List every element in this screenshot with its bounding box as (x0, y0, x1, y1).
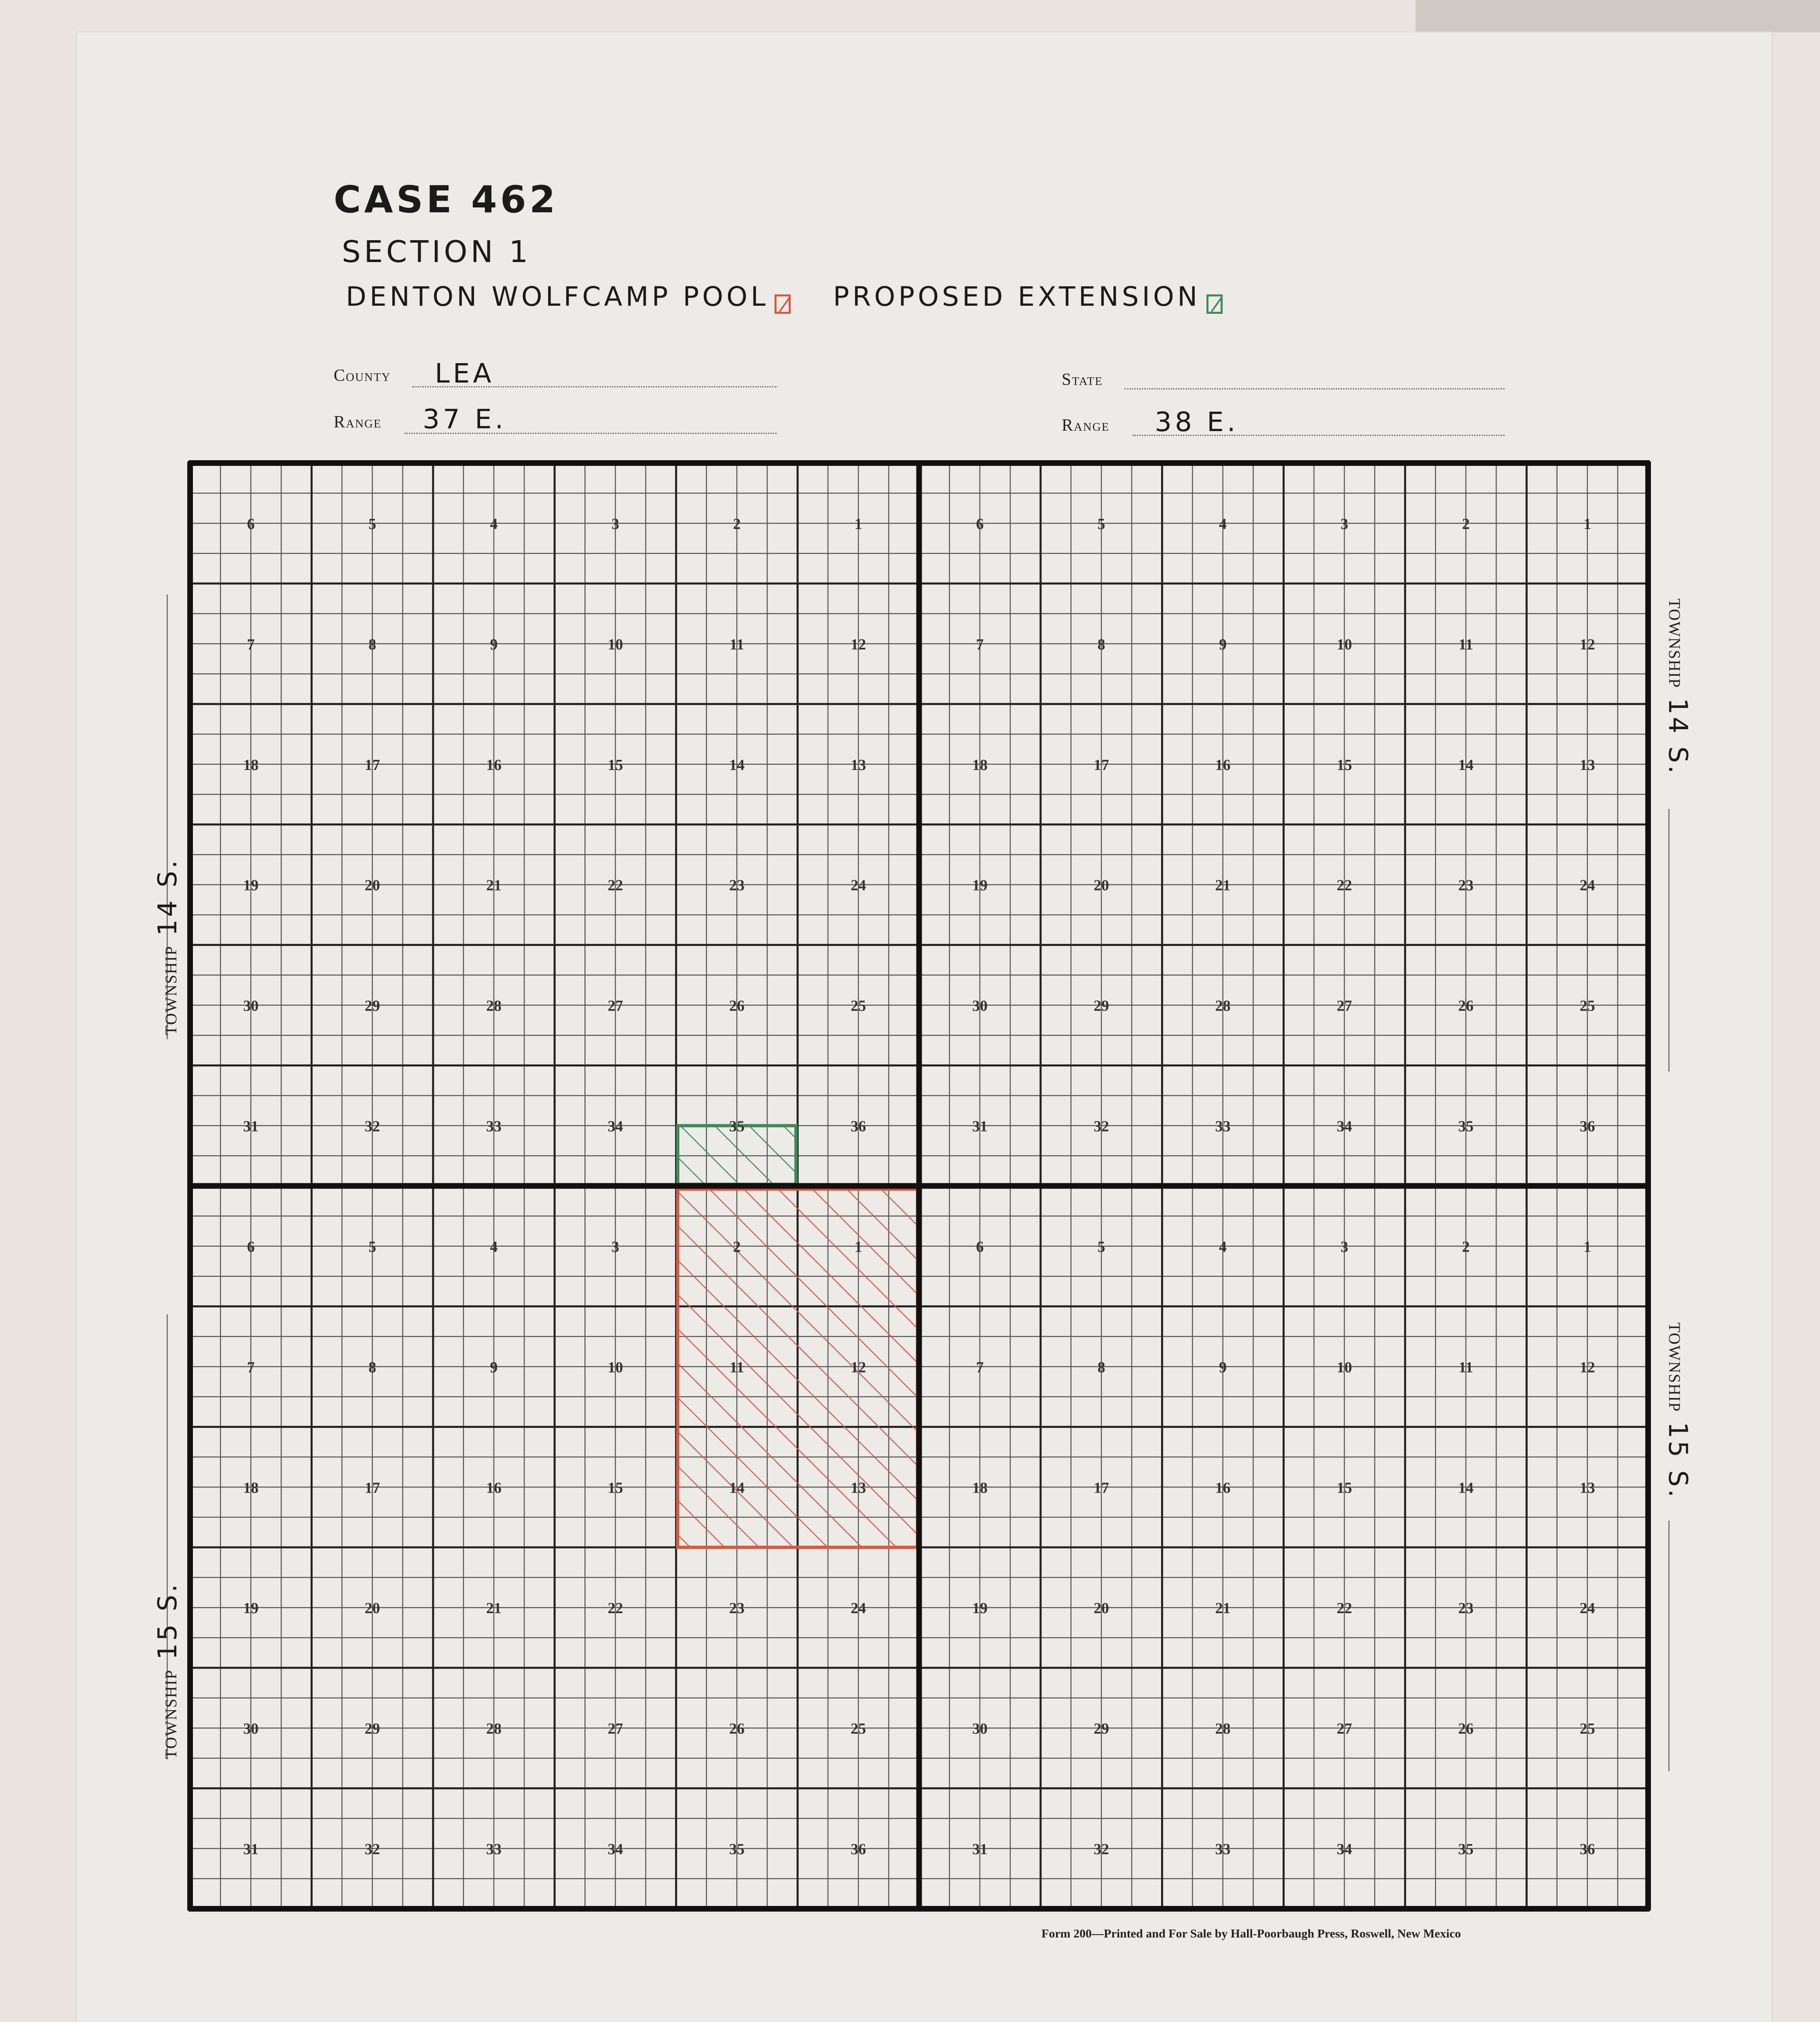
section-number: 27 (607, 997, 623, 1015)
section-number: 32 (1094, 1841, 1109, 1858)
section-number: 8 (1097, 636, 1105, 653)
section-number: 36 (851, 1841, 866, 1858)
section-number: 5 (1097, 1238, 1105, 1256)
township-lower-value: 15 S. (153, 1582, 183, 1660)
section-number: 24 (851, 1600, 866, 1617)
extension-label: PROPOSED EXTENSION (833, 281, 1201, 312)
section-number: 2 (733, 515, 741, 533)
section-number: 31 (972, 1841, 988, 1858)
section-number: 14 (729, 756, 745, 774)
section-number: 27 (1336, 1720, 1352, 1738)
section-number: 23 (1458, 1600, 1474, 1617)
section-number: 12 (1579, 1359, 1595, 1376)
section-number: 3 (611, 515, 619, 533)
section-number: 24 (851, 877, 866, 894)
section-number: 13 (851, 1479, 866, 1497)
section-number: 10 (1336, 636, 1352, 653)
section-number: 4 (490, 515, 498, 533)
section-number: 2 (1462, 515, 1470, 533)
section-number: 13 (1579, 756, 1595, 774)
section-number: 26 (1458, 1720, 1474, 1738)
section-number: 9 (1219, 636, 1227, 653)
section-number: 3 (1340, 1238, 1348, 1256)
section-number: 28 (1215, 1720, 1231, 1738)
section-title: SECTION 1 (342, 235, 531, 269)
section-number: 10 (1336, 1359, 1352, 1376)
section-number: 11 (1458, 1359, 1473, 1376)
section-number: 19 (972, 877, 988, 894)
section-number: 12 (851, 636, 866, 653)
section-number: 29 (364, 1720, 380, 1738)
section-number: 14 (1458, 1479, 1474, 1497)
section-number: 26 (729, 1720, 745, 1738)
section-number: 15 (607, 1479, 623, 1497)
section-number: 29 (1094, 997, 1109, 1015)
section-number: 18 (972, 756, 988, 774)
section-number: 25 (851, 1720, 866, 1738)
section-number: 7 (976, 636, 984, 653)
section-number: 11 (729, 1359, 744, 1376)
section-number: 16 (1215, 1479, 1231, 1497)
section-number: 8 (368, 636, 377, 653)
section-number: 17 (364, 1479, 380, 1497)
section-number: 1 (1583, 1238, 1591, 1256)
section-number: 5 (1097, 515, 1105, 533)
section-number: 25 (851, 997, 866, 1015)
section-number: 35 (1458, 1841, 1474, 1858)
section-number: 35 (729, 1841, 745, 1858)
section-number: 21 (486, 877, 502, 894)
section-number: 31 (243, 1118, 259, 1135)
range-left-label: Range (334, 413, 382, 431)
range-left-value: 37 E. (423, 404, 507, 435)
section-number: 28 (1215, 997, 1231, 1015)
section-number: 11 (729, 636, 744, 653)
pool-label: DENTON WOLFCAMP POOL (346, 281, 769, 312)
section-number: 26 (729, 997, 745, 1015)
section-number: 11 (1458, 636, 1473, 653)
township-label: TOWNSHIP (162, 1669, 180, 1759)
section-number: 7 (247, 1359, 255, 1376)
section-number: 20 (364, 877, 380, 894)
range-right-value: 38 E. (1155, 406, 1239, 438)
section-number: 30 (972, 997, 988, 1015)
section-number: 28 (486, 997, 502, 1015)
section-number: 6 (247, 515, 255, 533)
section-number: 36 (1579, 1841, 1595, 1858)
section-number: 6 (976, 1238, 984, 1256)
section-number: 13 (851, 756, 866, 774)
section-number: 9 (490, 1359, 498, 1376)
township-label: TOWNSHIP (1666, 1322, 1684, 1412)
section-number: 1 (854, 515, 862, 533)
section-number: 36 (1579, 1118, 1595, 1135)
section-number: 22 (607, 1600, 623, 1617)
section-number: 15 (1336, 1479, 1352, 1497)
section-number: 14 (1458, 756, 1474, 774)
section-number: 4 (1219, 515, 1227, 533)
section-number: 9 (1219, 1359, 1227, 1376)
range-right-label: Range (1062, 416, 1110, 435)
section-number: 26 (1458, 997, 1474, 1015)
section-number: 34 (1336, 1118, 1352, 1135)
township-upper-value-right: 14 S. (1663, 698, 1693, 776)
section-number: 30 (243, 997, 259, 1015)
county-label: County (334, 366, 391, 385)
section-number: 19 (972, 1600, 988, 1617)
section-number: 31 (243, 1841, 259, 1858)
section-number: 8 (368, 1359, 377, 1376)
section-number: 15 (607, 756, 623, 774)
section-number: 30 (972, 1720, 988, 1738)
section-number: 3 (611, 1238, 619, 1256)
section-number: 17 (364, 756, 380, 774)
section-number: 34 (607, 1118, 623, 1135)
section-number: 10 (607, 1359, 623, 1376)
section-number: 29 (364, 997, 380, 1015)
section-number: 23 (729, 877, 745, 894)
section-number: 13 (1579, 1479, 1595, 1497)
section-number: 30 (243, 1720, 259, 1738)
township-label: TOWNSHIP (1666, 599, 1684, 688)
section-number: 24 (1579, 1600, 1595, 1617)
section-number: 29 (1094, 1720, 1109, 1738)
section-number: 31 (972, 1118, 988, 1135)
section-number: 4 (1219, 1238, 1227, 1256)
section-number: 18 (243, 756, 259, 774)
section-number: 16 (486, 756, 502, 774)
section-number: 17 (1094, 756, 1109, 774)
state-label: State (1062, 370, 1103, 389)
case-title: CASE 462 (334, 178, 559, 221)
section-number: 20 (364, 1600, 380, 1617)
pool-area (678, 1189, 918, 1548)
form-footer: Form 200—Printed and For Sale by Hall-Poorbaugh Press, Roswell, New Mexico (1041, 1927, 1461, 1940)
section-number: 7 (976, 1359, 984, 1376)
township-upper-value: 14 S. (153, 858, 183, 936)
section-number: 25 (1579, 997, 1595, 1015)
section-number: 16 (1215, 756, 1231, 774)
section-number: 18 (243, 1479, 259, 1497)
section-number: 9 (490, 636, 498, 653)
section-number: 35 (729, 1118, 745, 1135)
section-number: 2 (733, 1238, 741, 1256)
section-number: 5 (368, 515, 377, 533)
section-number: 14 (729, 1479, 745, 1497)
section-number: 22 (1336, 1600, 1352, 1617)
section-number: 32 (1094, 1118, 1109, 1135)
section-number: 20 (1094, 1600, 1109, 1617)
section-number: 21 (1215, 877, 1231, 894)
section-number: 12 (1579, 636, 1595, 653)
section-number: 19 (243, 1600, 259, 1617)
section-number: 17 (1094, 1479, 1109, 1497)
section-number: 6 (976, 515, 984, 533)
section-number: 18 (972, 1479, 988, 1497)
section-number: 1 (1583, 515, 1591, 533)
section-number: 19 (243, 877, 259, 894)
section-number: 15 (1336, 756, 1352, 774)
township-lower-value-right: 15 S. (1663, 1421, 1693, 1500)
section-number: 23 (729, 1600, 745, 1617)
section-number: 16 (486, 1479, 502, 1497)
section-number: 27 (607, 1720, 623, 1738)
section-number: 36 (851, 1118, 866, 1135)
section-number: 3 (1340, 515, 1348, 533)
section-number: 8 (1097, 1359, 1105, 1376)
section-number: 23 (1458, 877, 1474, 894)
section-number: 10 (607, 636, 623, 653)
county-value: LEA (435, 358, 495, 389)
section-number: 32 (364, 1841, 380, 1858)
section-number: 1 (854, 1238, 862, 1256)
section-number: 33 (486, 1118, 502, 1135)
section-number: 12 (851, 1359, 866, 1376)
section-number: 6 (247, 1238, 255, 1256)
section-number: 25 (1579, 1720, 1595, 1738)
section-number: 20 (1094, 877, 1109, 894)
section-number: 21 (486, 1600, 502, 1617)
section-number: 22 (1336, 877, 1352, 894)
section-number: 33 (486, 1841, 502, 1858)
section-number: 34 (607, 1841, 623, 1858)
section-number: 27 (1336, 997, 1352, 1015)
section-number: 21 (1215, 1600, 1231, 1617)
township-label: TOWNSHIP (162, 945, 180, 1035)
section-number: 28 (486, 1720, 502, 1738)
section-number: 22 (607, 877, 623, 894)
section-number: 33 (1215, 1118, 1231, 1135)
section-number: 34 (1336, 1841, 1352, 1858)
section-number: 2 (1462, 1238, 1470, 1256)
section-number: 33 (1215, 1841, 1231, 1858)
section-number: 24 (1579, 877, 1595, 894)
section-number: 35 (1458, 1118, 1474, 1135)
section-number: 7 (247, 636, 255, 653)
section-number: 32 (364, 1118, 380, 1135)
section-number: 4 (490, 1238, 498, 1256)
section-number: 5 (368, 1238, 377, 1256)
